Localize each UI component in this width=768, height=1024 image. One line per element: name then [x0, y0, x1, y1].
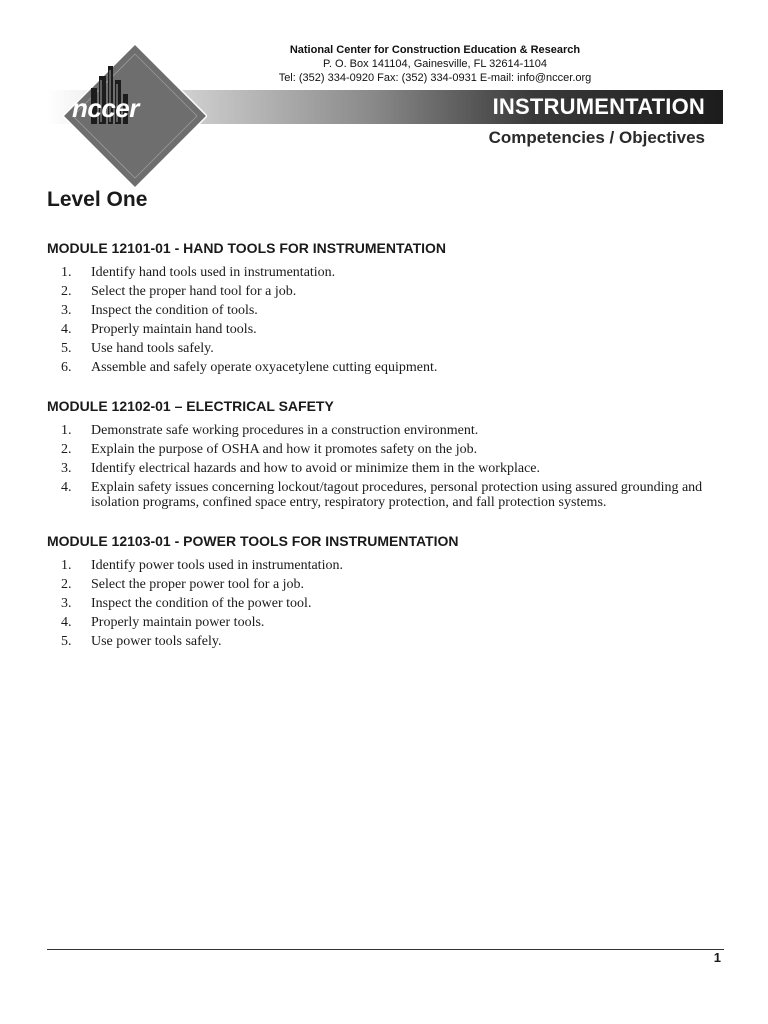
module-title: MODULE 12103-01 - POWER TOOLS FOR INSTRUMENTATION	[47, 533, 459, 549]
list-item: 2. Select the proper power tool for a job.	[61, 577, 305, 592]
objective-list	[47, 265, 727, 375]
module-title: MODULE 12102-01 – ELECTRICAL SAFETY	[47, 398, 334, 414]
org-contact-block	[250, 43, 620, 85]
module-12102	[47, 398, 727, 514]
list-item: 3. Inspect the condition of the power tool.	[61, 596, 312, 611]
footer-divider	[47, 949, 724, 950]
org-contact: Tel: (352) 334-0920 Fax: (352) 334-0931 E-mail: info@nccer.org	[278, 72, 592, 84]
list-item: 1. Identify hand tools used in instrumentation.	[61, 265, 336, 280]
list-item: 3. Inspect the condition of tools.	[61, 303, 258, 318]
level-heading: Level One	[47, 188, 148, 211]
org-address: P. O. Box 141104, Gainesville, FL 32614-1104	[322, 58, 548, 70]
list-item: 1. Identify power tools used in instrumentation.	[61, 558, 343, 573]
list-item: 6. Assemble and safely operate oxyacetylene cutting equipment.	[61, 360, 438, 375]
page-number: 1	[713, 950, 721, 965]
module-12101	[47, 240, 727, 379]
logo-wordmark: nccer	[72, 93, 139, 123]
list-item: 4. Properly maintain power tools.	[61, 615, 265, 630]
org-name: National Center for Construction Education & Research	[289, 44, 581, 56]
module-title: MODULE 12101-01 - HAND TOOLS FOR INSTRUMENTATION	[47, 240, 447, 256]
subtitle: Competencies / Objectives	[488, 128, 705, 147]
list-item: 3. Identify electrical hazards and how to avoid or minimize them in the workplace.	[61, 461, 541, 476]
objective-list	[47, 423, 727, 510]
banner-title: INSTRUMENTATION	[492, 94, 705, 119]
list-item: 5. Use power tools safely.	[61, 634, 222, 649]
module-12103	[47, 533, 727, 653]
list-item: 2. Explain the purpose of OSHA and how it promotes safety on the job.	[61, 442, 478, 457]
objective-list	[47, 558, 727, 649]
list-item: 5. Use hand tools safely.	[61, 341, 214, 356]
list-item: 1. Demonstrate safe working procedures in a construction environment.	[61, 423, 479, 438]
list-item: 2. Select the proper hand tool for a job.	[61, 284, 297, 299]
list-item: 4. Explain safety issues concerning lockout/tagout procedures, personal protection using assured grounding and isolation programs, confined space entry, respiratory protection, and fall protection systems.	[61, 480, 703, 510]
list-item: 4. Properly maintain hand tools.	[61, 322, 257, 337]
